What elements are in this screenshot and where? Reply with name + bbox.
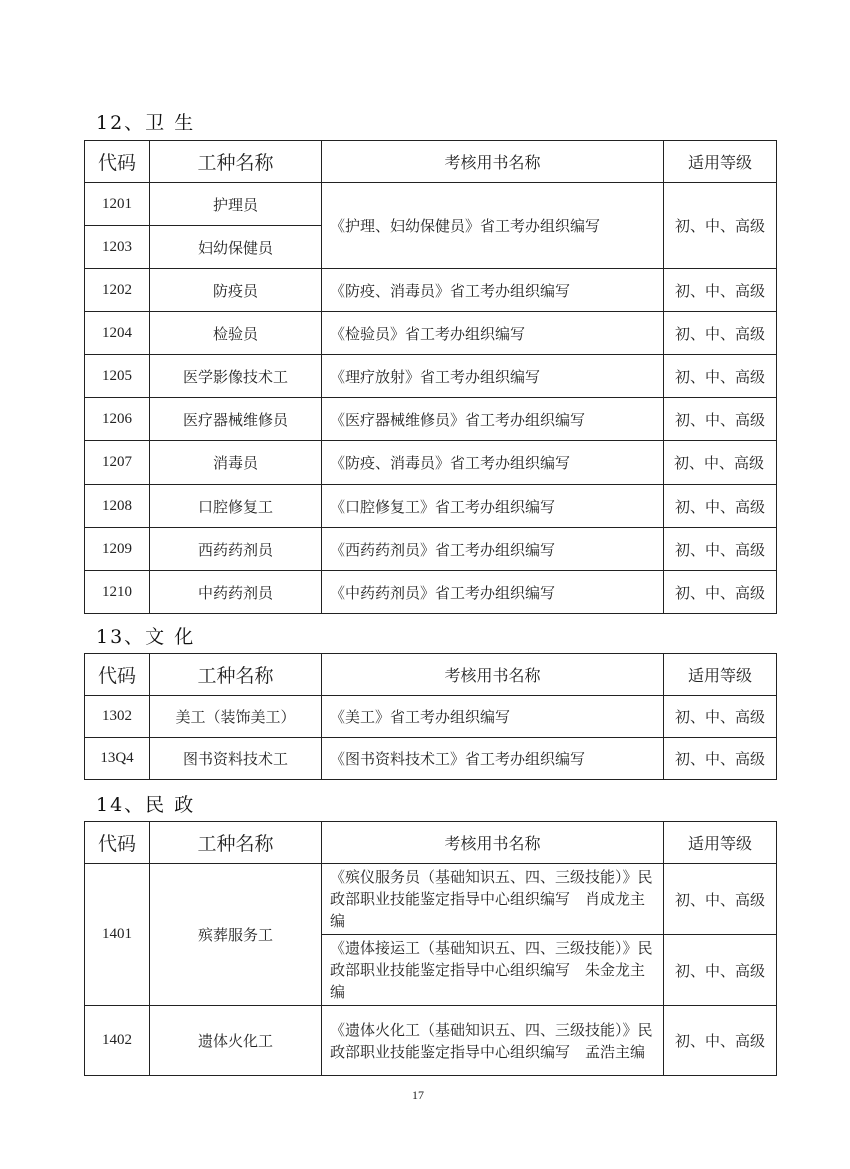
name-cell: 西药药剂员 (150, 528, 322, 571)
table-health (84, 140, 777, 614)
level-cell: 初、中、高级 (664, 441, 777, 485)
code-cell: 1401 (85, 864, 150, 1006)
header-name: 工种名称 (150, 822, 322, 864)
code-cell: 1402 (85, 1006, 150, 1076)
book-cell: 《检验员》省工考办组织编写 (322, 312, 664, 355)
level-cell: 初、中、高级 (664, 738, 777, 780)
level-cell: 初、中、高级 (664, 312, 777, 355)
name-cell: 防疫员 (150, 269, 322, 312)
header-code: 代码 (85, 141, 150, 183)
name-cell: 医学影像技术工 (150, 355, 322, 398)
code-cell: 1203 (85, 226, 150, 269)
level-cell: 初、中、高级 (664, 485, 777, 528)
level-cell: 初、中、高级 (664, 935, 777, 1006)
header-name: 工种名称 (150, 654, 322, 696)
table-row (85, 183, 777, 226)
book-cell: 《殡仪服务员（基础知识五、四、三级技能）》民政部职业技能鉴定指导中心组织编写 肖成龙主编 (322, 864, 664, 935)
level-cell: 初、中、高级 (664, 696, 777, 738)
name-cell: 中药药剂员 (150, 571, 322, 614)
name-cell: 殡葬服务工 (150, 864, 322, 1006)
table-row (85, 312, 777, 355)
level-cell: 初、中、高级 (664, 864, 777, 935)
code-cell: 1302 (85, 696, 150, 738)
book-cell: 《医疗器械维修员》省工考办组织编写 (322, 398, 664, 441)
name-cell: 护理员 (150, 183, 322, 226)
header-level: 适用等级 (664, 654, 777, 696)
level-cell: 初、中、高级 (664, 355, 777, 398)
name-cell: 消毒员 (150, 441, 322, 485)
header-book: 考核用书名称 (322, 141, 664, 183)
name-cell: 检验员 (150, 312, 322, 355)
level-cell: 初、中、高级 (664, 528, 777, 571)
header-code: 代码 (85, 654, 150, 696)
table-row (85, 355, 777, 398)
section-title-culture: 13、文 化 (96, 626, 196, 648)
book-cell: 《西药药剂员》省工考办组织编写 (322, 528, 664, 571)
table-header-row (85, 141, 777, 183)
header-book: 考核用书名称 (322, 822, 664, 864)
code-cell: 1208 (85, 485, 150, 528)
header-code: 代码 (85, 822, 150, 864)
table-row (85, 269, 777, 312)
book-cell: 《防疫、消毒员》省工考办组织编写 (322, 269, 664, 312)
book-cell: 《理疗放射》省工考办组织编写 (322, 355, 664, 398)
table-header-row (85, 654, 777, 696)
code-cell: 1204 (85, 312, 150, 355)
header-book: 考核用书名称 (322, 654, 664, 696)
code-cell: 1207 (85, 441, 150, 485)
book-cell: 《图书资料技术工》省工考办组织编写 (322, 738, 664, 780)
header-level: 适用等级 (664, 822, 777, 864)
code-cell: 1205 (85, 355, 150, 398)
book-cell: 《防疫、消毒员》省工考办组织编写 (322, 441, 664, 485)
table-row (85, 864, 777, 935)
code-cell: 1209 (85, 528, 150, 571)
page-number: 17 (412, 1088, 424, 1102)
header-level: 适用等级 (664, 141, 777, 183)
level-cell: 初、中、高级 (664, 398, 777, 441)
name-cell: 图书资料技术工 (150, 738, 322, 780)
book-cell: 《护理、妇幼保健员》省工考办组织编写 (322, 183, 664, 269)
level-cell: 初、中、高级 (664, 269, 777, 312)
book-cell: 《遗体火化工（基础知识五、四、三级技能）》民政部职业技能鉴定指导中心组织编写 孟浩主编 (322, 1006, 664, 1076)
header-name: 工种名称 (150, 141, 322, 183)
code-cell: 1202 (85, 269, 150, 312)
table-row (85, 571, 777, 614)
table-culture (84, 653, 777, 780)
name-cell: 遗体火化工 (150, 1006, 322, 1076)
book-cell: 《美工》省工考办组织编写 (322, 696, 664, 738)
table-row (85, 1006, 777, 1076)
code-cell: 1210 (85, 571, 150, 614)
table-row (85, 738, 777, 780)
name-cell: 妇幼保健员 (150, 226, 322, 269)
table-row (85, 696, 777, 738)
book-cell: 《口腔修复工》省工考办组织编写 (322, 485, 664, 528)
level-cell: 初、中、高级 (664, 1006, 777, 1076)
book-cell: 《中药药剂员》省工考办组织编写 (322, 571, 664, 614)
table-row (85, 528, 777, 571)
table-row (85, 441, 777, 485)
code-cell: 13Q4 (85, 738, 150, 780)
level-cell: 初、中、高级 (664, 571, 777, 614)
code-cell: 1201 (85, 183, 150, 226)
table-row (85, 398, 777, 441)
table-row (85, 485, 777, 528)
level-cell: 初、中、高级 (664, 183, 777, 269)
section-title-health: 12、卫 生 (96, 112, 196, 134)
code-cell: 1206 (85, 398, 150, 441)
book-cell: 《遗体接运工（基础知识五、四、三级技能）》民政部职业技能鉴定指导中心组织编写 朱金龙主编 (322, 935, 664, 1006)
name-cell: 口腔修复工 (150, 485, 322, 528)
section-title-civil-affairs: 14、民 政 (96, 794, 196, 816)
table-civil-affairs (84, 821, 777, 1076)
table-header-row (85, 822, 777, 864)
name-cell: 美工（装饰美工） (150, 696, 322, 738)
name-cell: 医疗器械维修员 (150, 398, 322, 441)
